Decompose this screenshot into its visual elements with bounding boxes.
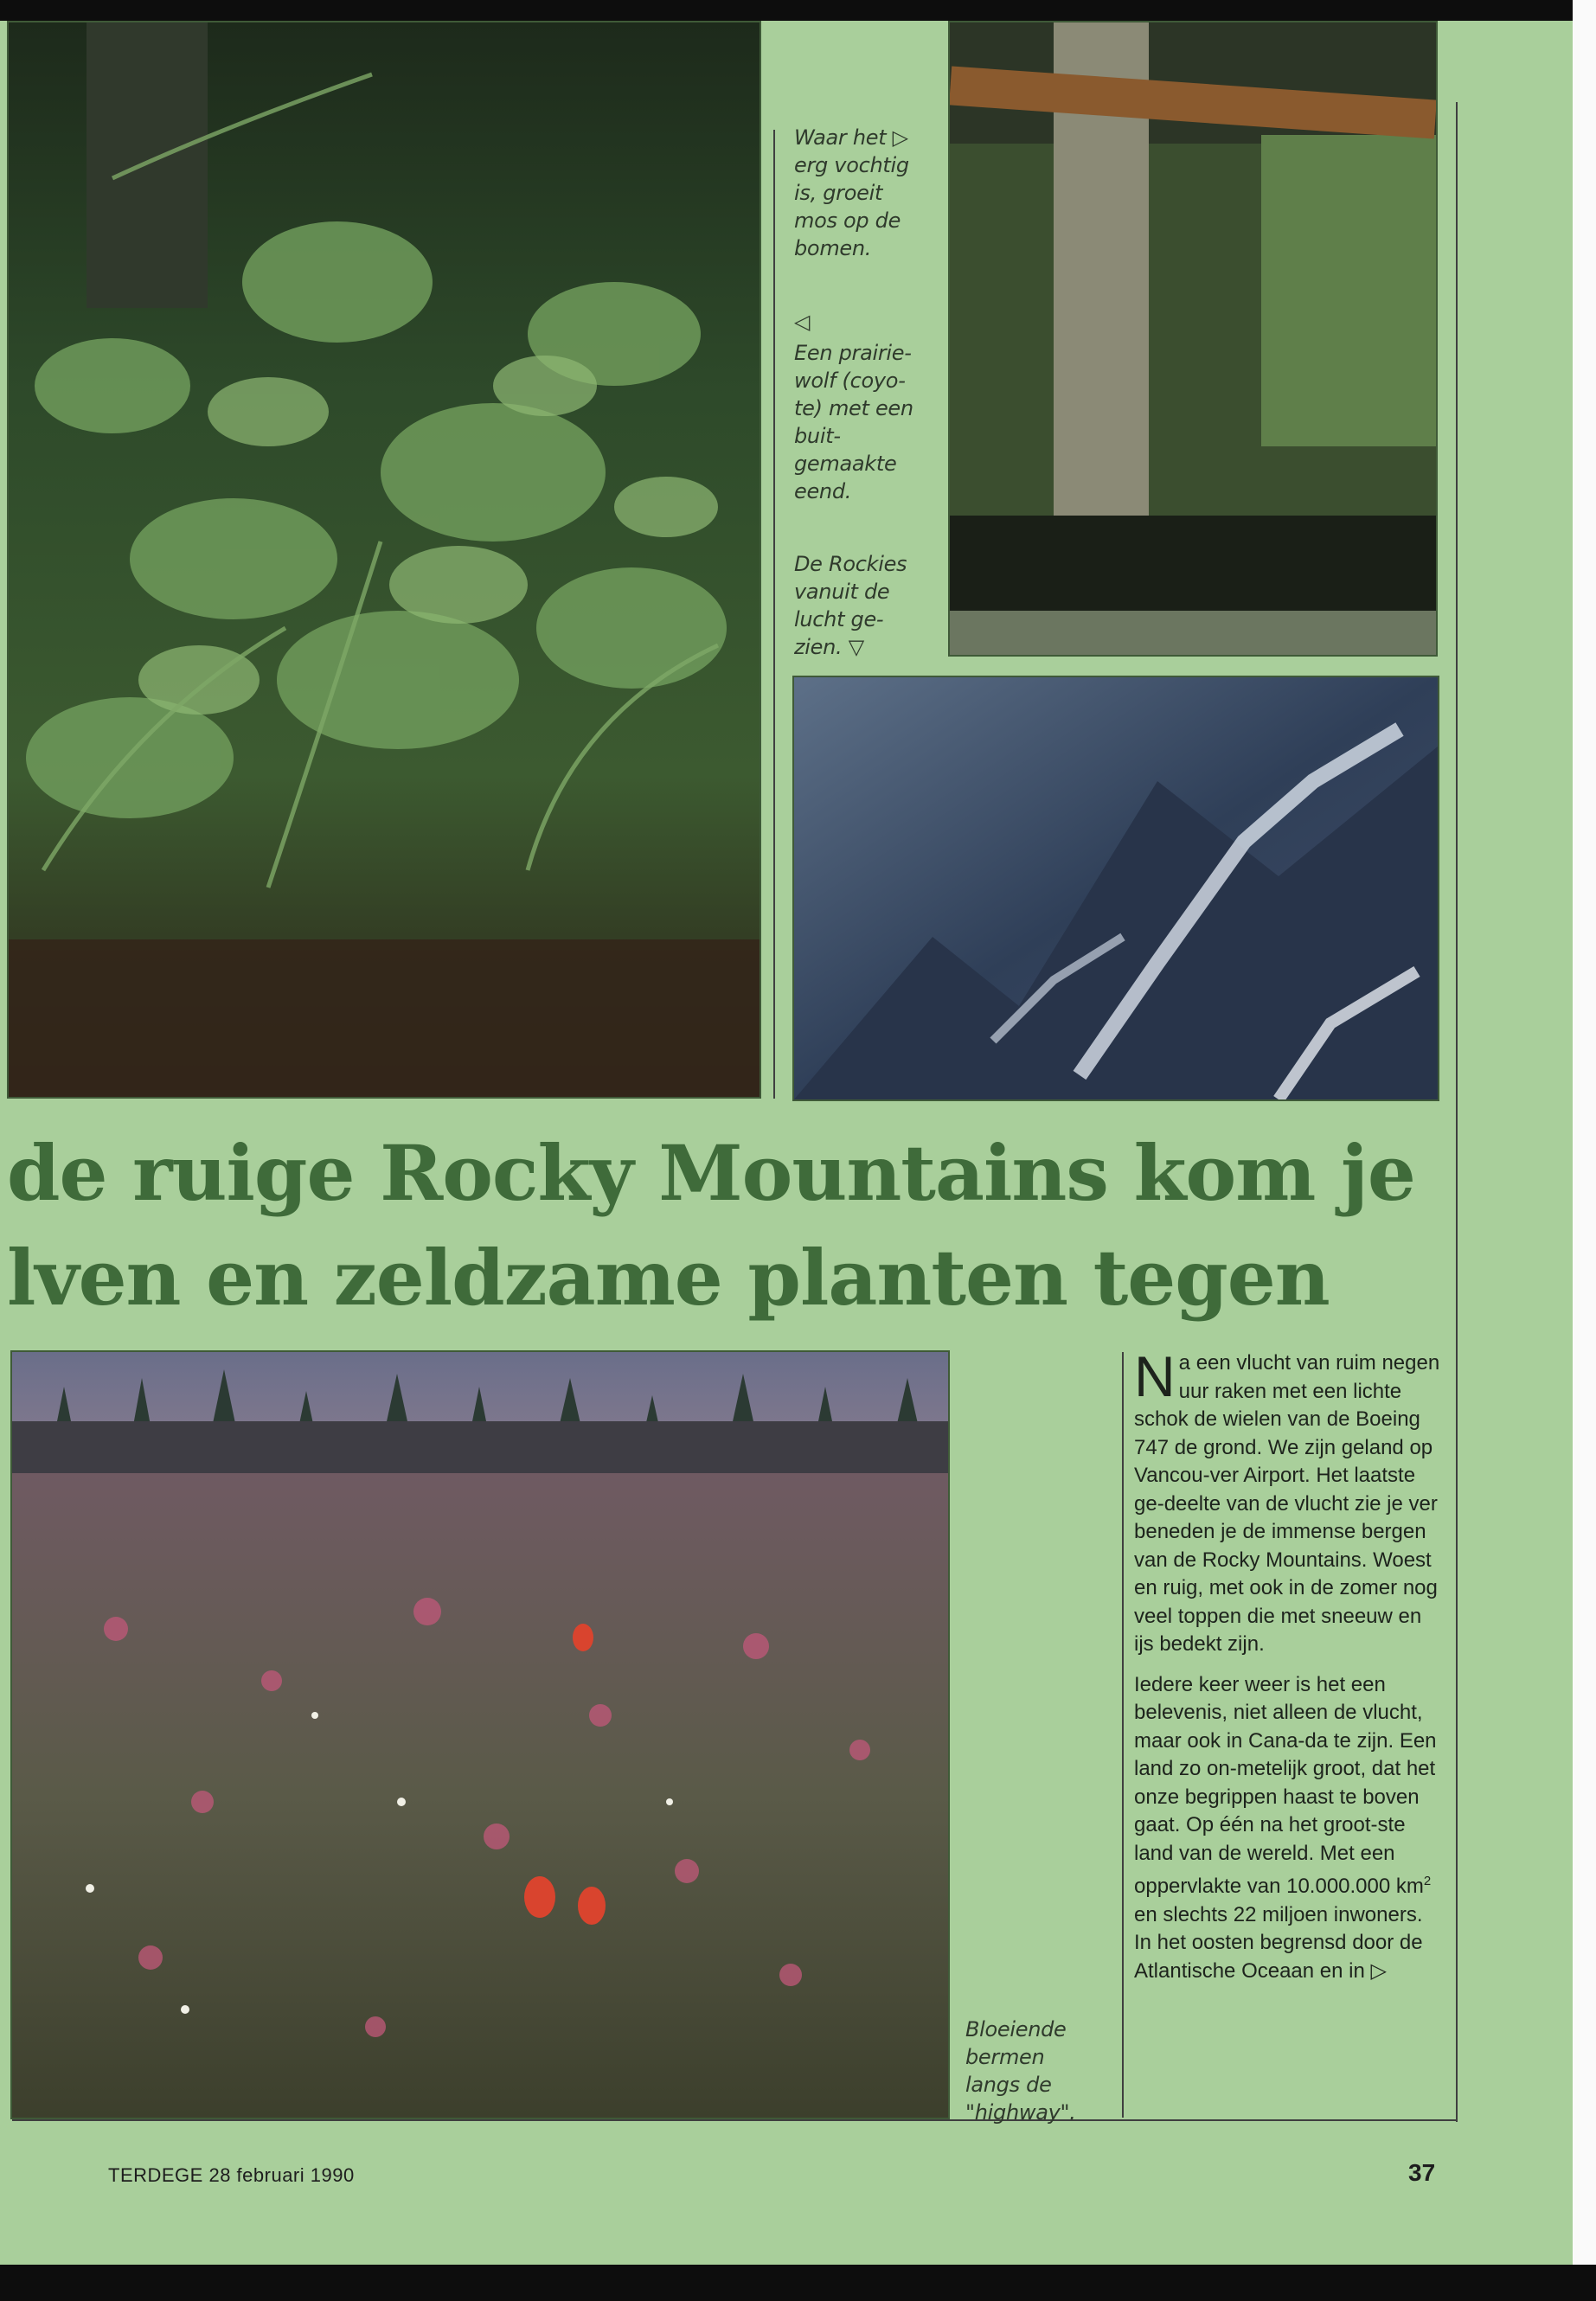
bottom-rule <box>12 2119 1458 2121</box>
publication-footer: TERDEGE 28 februari 1990 <box>108 2164 355 2186</box>
headline-line-1: de ruige Rocky Mountains kom je <box>7 1128 1415 1218</box>
article-paragraph-1: Na een vlucht van ruim negen uur raken met een lichte schok de wielen van de Boeing 747 de grond. We zijn geland op Vancou-ver Airport. Het laatste ge-deelte van de vlucht zie je ver beneden je de immense bergen van de Rocky Mountains. Woest en ruig, met ook in de zomer nog veel toppen die met sneeuw en ijs bedekt zijn. <box>1134 1344 1440 1656</box>
forest-ferns-photo <box>9 22 760 1097</box>
drop-cap: N <box>1134 1344 1176 1408</box>
flower-meadow-photo <box>12 1352 948 2118</box>
page-frame-rule <box>1456 102 1458 2122</box>
article-paragraph-2: Iedere keer weer is het een belevenis, niet alleen de vlucht, maar ook in Cana-da te zijn. Een land zo on-metelijk groot, dat het onze begrippen haast te boven gaat. Op één na het groot-ste land van de wereld. Met een oppervlakte van 10.000.000 $km^2$ en slechts 22 miljoen inwoners. In het oosten begrensd door de Atlantische Oceaan en in ▷ <box>1134 1672 1437 1983</box>
caption-rockies: De Rockies vanuit de lucht ge- zien. ▽ <box>794 552 907 659</box>
caption-moss: Waar het ▷ erg vochtig is, groeit mos op de bomen. <box>794 125 909 260</box>
scan-border-right <box>1573 0 1596 2301</box>
caption-coyote: Een prairie- wolf (coyo- te) met een buit- gemaakte eend. <box>794 341 913 503</box>
caption-meadow: Bloeiende bermen langs de "highway". <box>965 2017 1076 2125</box>
headline-line-2: lven en zeldzame planten tegen <box>7 1233 1330 1323</box>
page-number: 37 <box>1408 2159 1436 2186</box>
scan-border-top <box>0 0 1596 21</box>
rockies-aerial-photo <box>794 677 1438 1099</box>
mossy-tree-photo <box>950 22 1436 655</box>
article-body <box>1134 1344 1440 1997</box>
caption-arrow-left: ◁ <box>794 310 811 334</box>
column-rule <box>1122 1352 1124 2118</box>
scan-border-bottom <box>0 2265 1596 2301</box>
caption-rule <box>773 130 775 1099</box>
